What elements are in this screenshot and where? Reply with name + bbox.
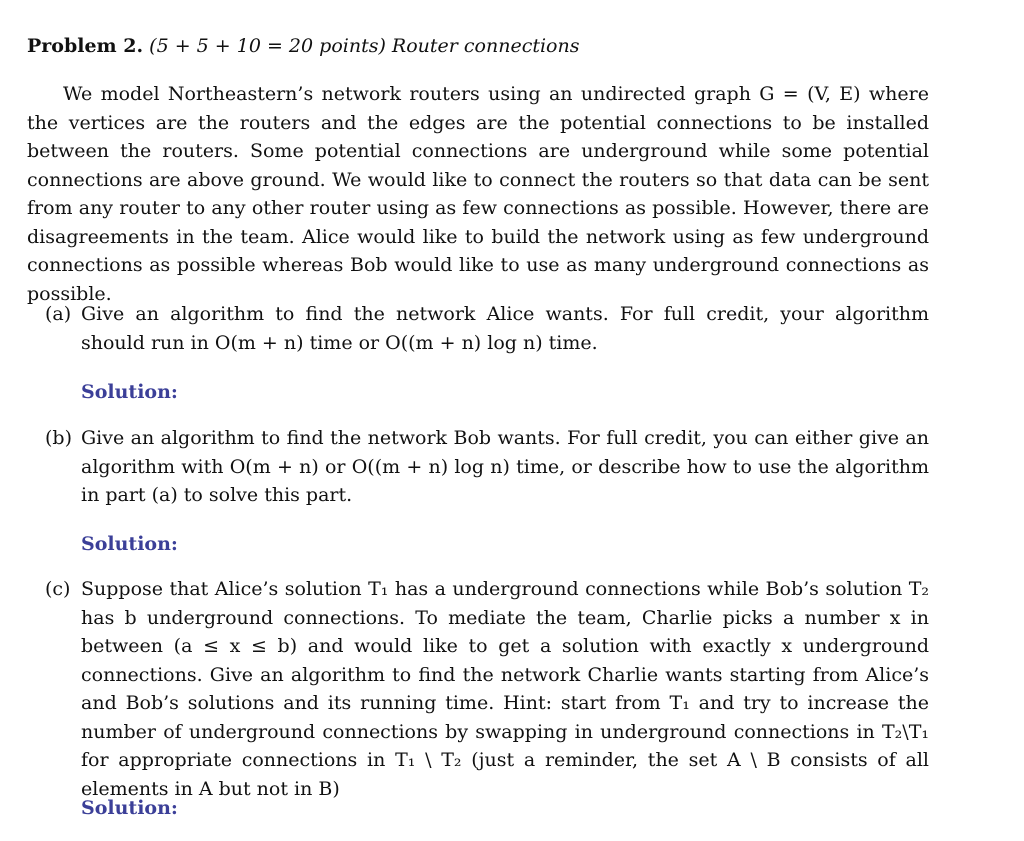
- part-a-text: Give an algorithm to find the network Alice wants. For full credit, your algorithm should run in O(m + n) time or O((m + n) log n) time.: [81, 303, 929, 354]
- part-c-text: Suppose that Alice’s solution T₁ has a underground connections while Bob’s solution T₂ has b underground connections. To mediate the team, Charlie picks a number x in between (a ≤ x ≤ b) and would like to get a solution with exactly x underground connections. Give an algorithm to find the network Charlie wants starting from Alice’s and Bob’s solutions and its running time. Hint: start from T₁ and try to increase the number of underground connections by swapping in underground connections in T₂\T₁ for appropriate connections in T₁ \ T₂ (just a reminder, the set A \ B consists of all elements in A but not in B): [81, 578, 929, 800]
- part-c-letter: (c): [45, 578, 71, 600]
- part-b: [45, 424, 929, 510]
- part-b-text: Give an algorithm to find the network Bob wants. For full credit, you can either give an algorithm with O(m + n) or O((m + n) log n) time, or describe how to use the algorithm in part (a) to solve this part.: [81, 427, 929, 506]
- problem-heading: [27, 34, 579, 58]
- problem-intro: We model Northeastern’s network routers using an undirected graph G = (V, E) where the vertices are the routers and the edges are the potential connections to be installed between the routers. Some potential connections are underground while some potential connections are above ground. We would like to connect the routers so that data can be sent from any router to any other router using as few connections as possible. However, there are disagreements in the team. Alice would like to build the network using as few underground connections as possible whereas Bob would like to use as many underground connections as possible.: [27, 83, 929, 305]
- part-c: [45, 575, 929, 803]
- part-b-solution-label: Solution:: [81, 533, 178, 555]
- problem-title: Router connections: [391, 35, 580, 57]
- part-c-solution-label: Solution:: [81, 797, 178, 819]
- part-b-letter: (b): [45, 427, 72, 449]
- problem-points: (5 + 5 + 10 = 20 points): [149, 35, 386, 57]
- part-a: [45, 300, 929, 357]
- part-a-solution-label: Solution:: [81, 381, 178, 403]
- part-a-letter: (a): [45, 303, 72, 325]
- problem-label: Problem 2.: [27, 35, 144, 57]
